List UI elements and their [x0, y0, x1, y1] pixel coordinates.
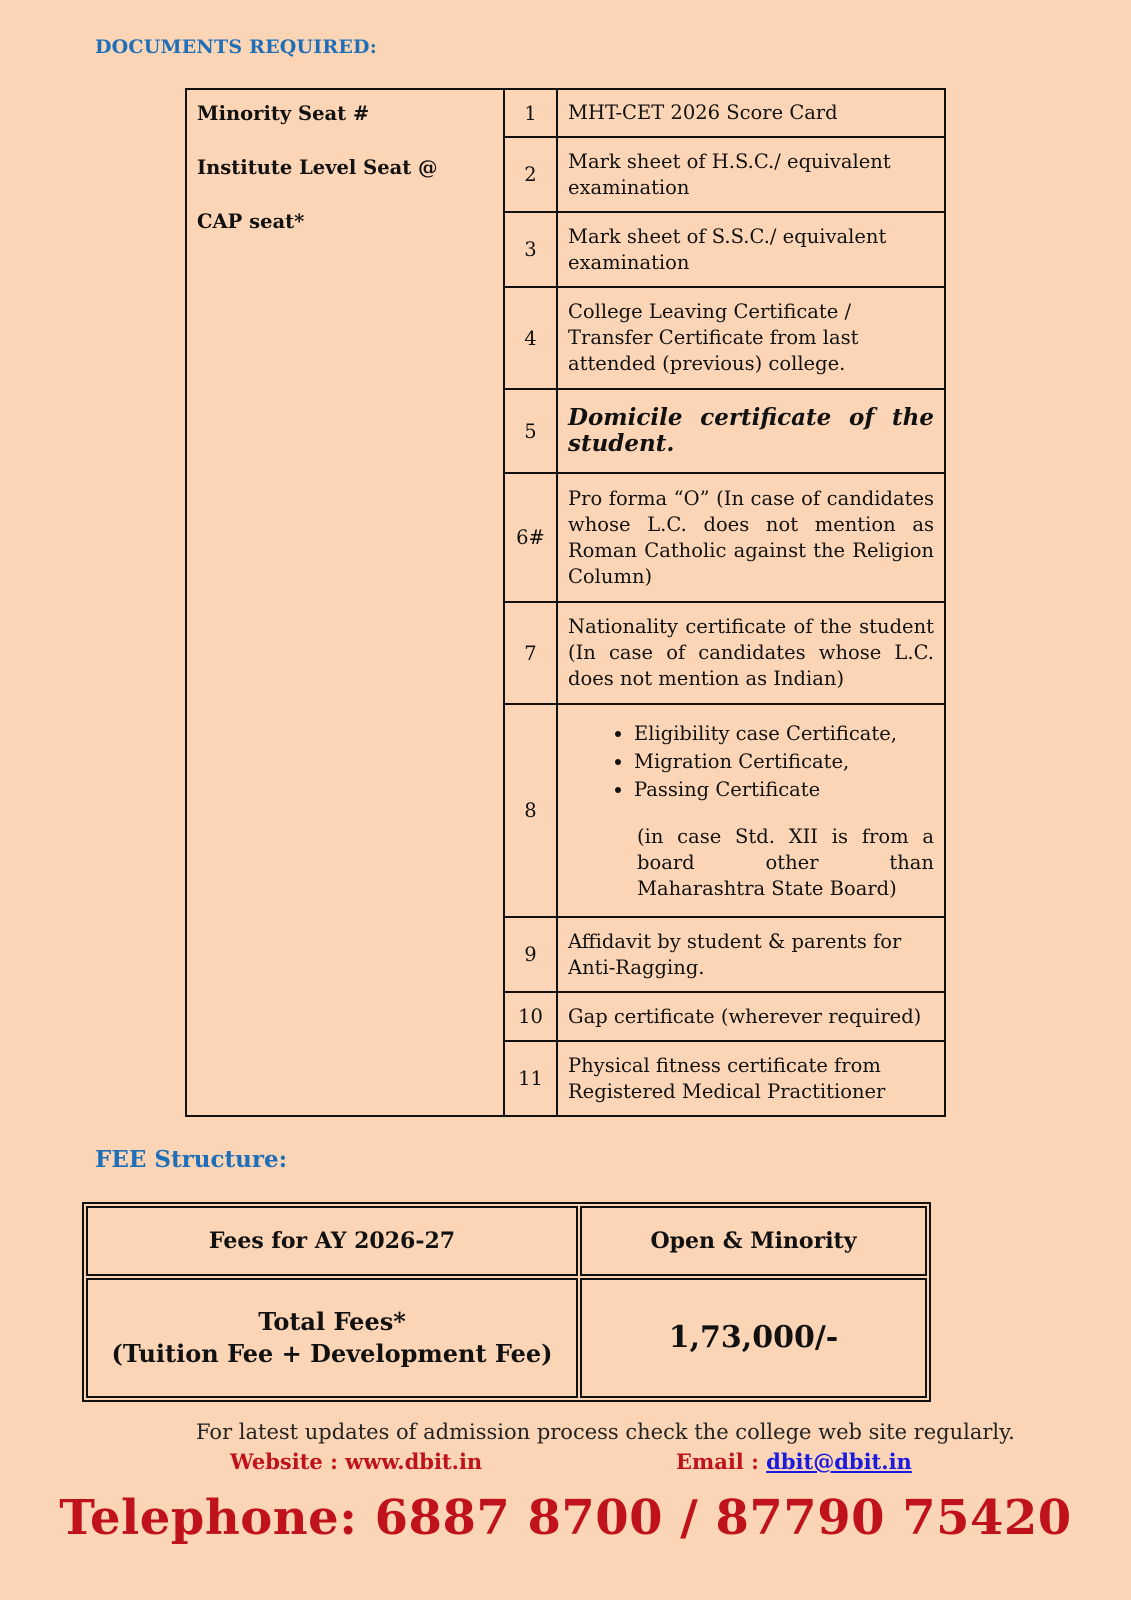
doc-description-domicile: Domicile certificate of the student.	[557, 389, 945, 473]
updates-note: For latest updates of admission process check the college web site regularly.	[196, 1420, 1015, 1444]
doc-number: 10	[504, 992, 557, 1041]
board-note: (in case Std. XII is from a board other than Maharashtra State Board)	[637, 824, 934, 900]
doc-description-certificates	[557, 704, 945, 917]
doc-description: Affidavit by student & parents for Anti-Ragging.	[557, 917, 945, 992]
doc-number: 8	[504, 704, 557, 917]
doc-number: 1	[504, 89, 557, 137]
website-label[interactable]: Website : www.dbit.in	[230, 1449, 483, 1474]
seat-types-cell	[186, 89, 504, 1116]
doc-number: 2	[504, 137, 557, 212]
fee-row-label	[86, 1278, 578, 1398]
telephone-line: Telephone: 6887 8700 / 87790 75420	[59, 1490, 1072, 1546]
doc-description: Gap certificate (wherever required)	[557, 992, 945, 1041]
list-item: • Migration Certificate,	[634, 748, 934, 776]
documents-table	[185, 88, 946, 1117]
doc-number: 4	[504, 287, 557, 389]
doc-number: 7	[504, 602, 557, 704]
fee-table	[82, 1202, 931, 1402]
list-item: • Eligibility case Certificate,	[634, 720, 934, 748]
fee-row-label-main: Total Fees*	[258, 1307, 406, 1336]
seat-type-institute: Institute Level Seat @	[197, 156, 438, 179]
documents-heading: DOCUMENTS REQUIRED:	[95, 36, 377, 58]
doc-description: Mark sheet of H.S.C./ equivalent examination	[557, 137, 945, 212]
doc-number: 6#	[504, 473, 557, 602]
doc-description: Physical fitness certificate from Registered Medical Practitioner	[557, 1041, 945, 1116]
seat-type-cap: CAP seat*	[197, 210, 305, 233]
doc-number: 3	[504, 212, 557, 287]
doc-description: Mark sheet of S.S.C./ equivalent examination	[557, 212, 945, 287]
doc-number: 11	[504, 1041, 557, 1116]
doc-description: MHT-CET 2026 Score Card	[557, 89, 945, 137]
fee-row-label-sub: (Tuition Fee + Development Fee)	[111, 1339, 553, 1368]
fee-heading: FEE Structure:	[95, 1146, 288, 1173]
fee-col-header-year: Fees for AY 2026-27	[86, 1206, 578, 1276]
fee-col-header-category: Open & Minority	[580, 1206, 927, 1276]
email-link[interactable]: dbit@dbit.in	[766, 1449, 912, 1474]
seat-type-minority: Minority Seat #	[197, 102, 370, 125]
email-contact	[676, 1449, 912, 1474]
doc-description: College Leaving Certificate / Transfer Certificate from last attended (previous) college.	[557, 287, 945, 389]
doc-number: 5	[504, 389, 557, 473]
doc-description: Nationality certificate of the student (In case of candidates whose L.C. does not mention as Indian)	[557, 602, 945, 704]
certificate-list	[568, 720, 934, 804]
doc-number: 9	[504, 917, 557, 992]
doc-description: Pro forma “O” (In case of candidates whose L.C. does not mention as Roman Catholic against the Religion Column)	[557, 473, 945, 602]
fee-amount: 1,73,000/-	[580, 1278, 927, 1398]
list-item: • Passing Certificate	[634, 776, 934, 804]
email-label: Email :	[676, 1449, 767, 1474]
